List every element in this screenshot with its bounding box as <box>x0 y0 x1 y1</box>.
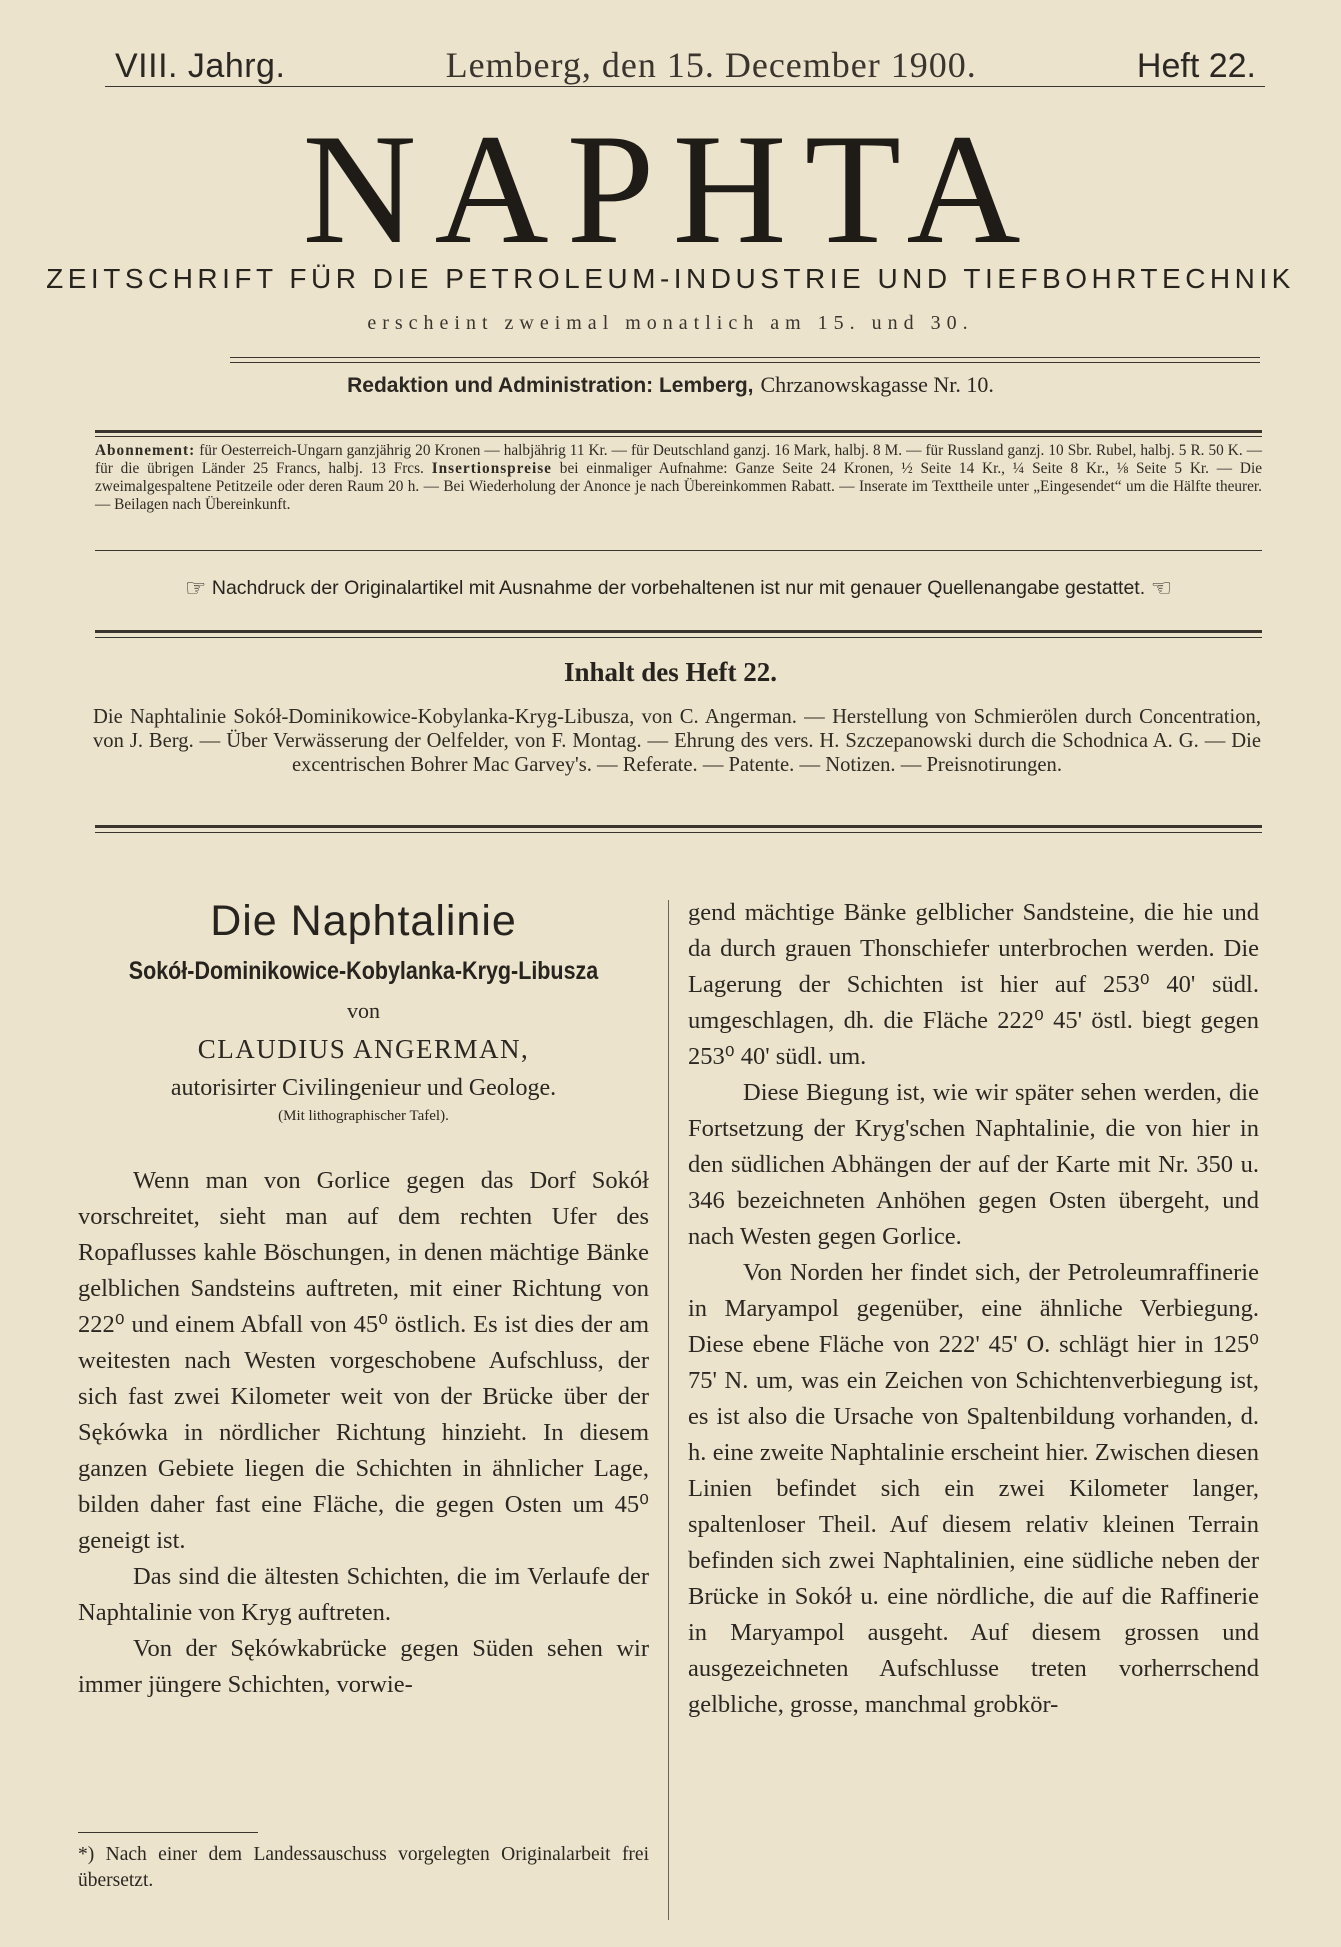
paragraph: Von Norden her findet sich, der Petroleumraffinerie in Maryampol gegenüber, eine ähnliche Verbiegung. Diese ebene Fläche von 222' 45' O. schlägt hier in 125⁰ 75' N. um, was ein Zeichen von Schichtenverbiegung ist, es ist also die Ursache von Spaltenbildung vorhanden, d. h. eine zweite Naphtalinie erscheint hier. Zwischen diesen Linien befindet sich ein zwei Kilometer langer, spaltenloser Theil. Auf diesem relativ kleinen Terrain befinden sich zwei Naphtalinien, eine südliche neben der Brücke in Sokół u. eine nördliche, die auf die Raffinerie in Maryampol ausgeht. Auf diesem grossen und ausgezeichneten Aufschlusse treten vorherrschend gelbliche, grosse, manchmal grobkör- <box>688 1259 1259 1718</box>
article-left-column <box>78 895 649 1703</box>
insertion-text: bei einmaliger Aufnahme: Ganze Seite 24 Kronen, ½ Seite 14 Kr., ¼ Seite 8 Kr., ⅛ Seite 5 Kr. — Die zweimalgespaltene Petitzeile oder deren Raum 20 h. — Bei Wiederholung der Anonce je nach Übereinkommen Rabatt. — Inserate im Texttheile unter „Eingesendet“ um die Hälfte theurer. — Beilagen nach Übereinkunft. <box>95 460 1263 513</box>
article-right-column <box>688 895 1259 1723</box>
divider-rule <box>95 637 1262 638</box>
article-title: Die Naphtalinie <box>210 897 517 945</box>
article-von: von <box>347 998 380 1023</box>
divider-rule <box>95 630 1262 633</box>
divider-rule <box>95 825 1262 828</box>
pointing-hand-left-icon: ☜ <box>1150 575 1173 602</box>
divider-rule <box>95 550 1262 551</box>
contents-title: Inhalt des Heft 22. <box>563 657 777 687</box>
article-author: CLAUDIUS ANGERMAN, <box>197 1034 530 1064</box>
article-note: (Mit lithographischer Tafel). <box>278 1108 449 1124</box>
pointing-hand-right-icon: ☞ <box>184 575 207 602</box>
footnote: *) Nach einer dem Landessauschuss vorgelegten Originalarbeit frei übersetzt. <box>78 1844 649 1891</box>
article-left-text <box>78 1163 649 1703</box>
masthead-subtitle: ZEITSCHRIFT FÜR DIE PETROLEUM-INDUSTRIE UND TIEFBOHRTECHNIK <box>46 263 1295 294</box>
divider-rule <box>95 430 1262 433</box>
paragraph: Diese Biegung ist, wie wir später sehen werden, die Fortsetzung der Kryg'schen Naphtalinie, die von hier in den südlichen Abhängen der auf der Karte mit Nr. 350 u. 346 bezeichneten Anhöhen gegen Osten übergeht, und nach Westen gegen Gorlice. <box>688 1079 1259 1250</box>
place-date: Lemberg, den 15. December 1900. <box>445 45 977 85</box>
contents-text: Die Naphtalinie Sokół-Dominikowice-Kobylanka-Kryg-Libusza, von C. Angerman. — Herstellung von Schmierölen durch Concentration, von J. Berg. — Über Verwässerung der Oelfelder, von F. Montag. — Ehrung des vers. H. Szczepanowski durch die Schodnica A. G. — Die excentrischen Bohrer Mac Garvey's. — Referate. — Patente. — Notizen. — Preisnotirungen. <box>93 706 1261 776</box>
divider-rule <box>95 436 1262 437</box>
redaktion-label: Redaktion und Administration: Lemberg, <box>347 374 754 397</box>
divider-rule <box>230 362 1260 363</box>
redaktion-address: Chrzanowskagasse Nr. 10. <box>760 372 994 397</box>
column-divider <box>668 900 669 1920</box>
divider-rule <box>230 357 1260 358</box>
volume-label: VIII. Jahrg. <box>115 47 286 85</box>
abonnement-text: für Oesterreich-Ungarn ganzjährig 20 Kronen — halbjährig 11 Kr. — für Deutschland ganzj. 16 Mark, halbj. 8 M. — für Russland ganzj. 10 Sbr. Rubel, halbj. 5 R. 50 K. — für die übrigen Länder 25 Francs, halbj. 13 Frcs. <box>95 442 1262 477</box>
subscription-info <box>95 442 1262 514</box>
reprint-notice <box>95 574 1262 603</box>
divider-rule <box>95 832 1262 833</box>
header-rule <box>105 86 1265 87</box>
abonnement-label: Abonnement: <box>95 442 196 459</box>
article-author-role: autorisirter Civilingenieur und Geologe. <box>170 1075 557 1101</box>
paragraph: Von der Sękówkabrücke gegen Süden sehen wir immer jüngere Schichten, vorwie- <box>78 1635 649 1698</box>
paragraph: gend mächtige Bänke gelblicher Sandsteine, die hie und da durch grauen Thonschiefer unterbrochen werden. Die Lagerung der Schichten ist hier auf 253⁰ 40' südl. umgeschlagen, dh. die Fläche 222⁰ 45' östl. biegt gegen 253⁰ 40' südl. um. <box>688 899 1259 1070</box>
masthead-title: NAPHTA <box>302 102 1039 277</box>
redaktion-line <box>0 372 1341 398</box>
issue-label: Heft 22. <box>1136 47 1256 85</box>
publication-frequency: erscheint zweimal monatlich am 15. und 30. <box>367 312 974 334</box>
paragraph: Wenn man von Gorlice gegen das Dorf Sokół vorschreitet, sieht man auf dem rechten Ufer des Ropaflusses kahle Böschungen, in denen mächtige Bänke gelblichen Sandsteins auftreten, mit einer Richtung von 222⁰ und einem Abfall von 45⁰ östlich. Es ist dies der am weitesten nach Westen vorgeschobene Aufschluss, der sich fast zwei Kilometer weit von der Brücke über der Sękówka in nördlicher Richtung hinzieht. In diesem ganzen Gebiete liegen die Schichten in ähnlicher Lage, bilden daher fast eine Fläche, die gegen Osten um 45⁰ geneigt ist. <box>78 1167 649 1554</box>
article-subtitle: Sokół-Dominikowice-Kobylanka-Kryg-Libusza <box>128 957 599 985</box>
footnote-rule <box>78 1832 258 1833</box>
paragraph: Das sind die ältesten Schichten, die im Verlaufe der Naphtalinie von Kryg auftreten. <box>78 1563 649 1626</box>
reprint-notice-text: Nachdruck der Originalartikel mit Ausnahme der vorbehaltenen ist nur mit genauer Quellenangabe gestattet. <box>211 577 1146 599</box>
insertion-label: Insertionspreise <box>431 460 552 477</box>
